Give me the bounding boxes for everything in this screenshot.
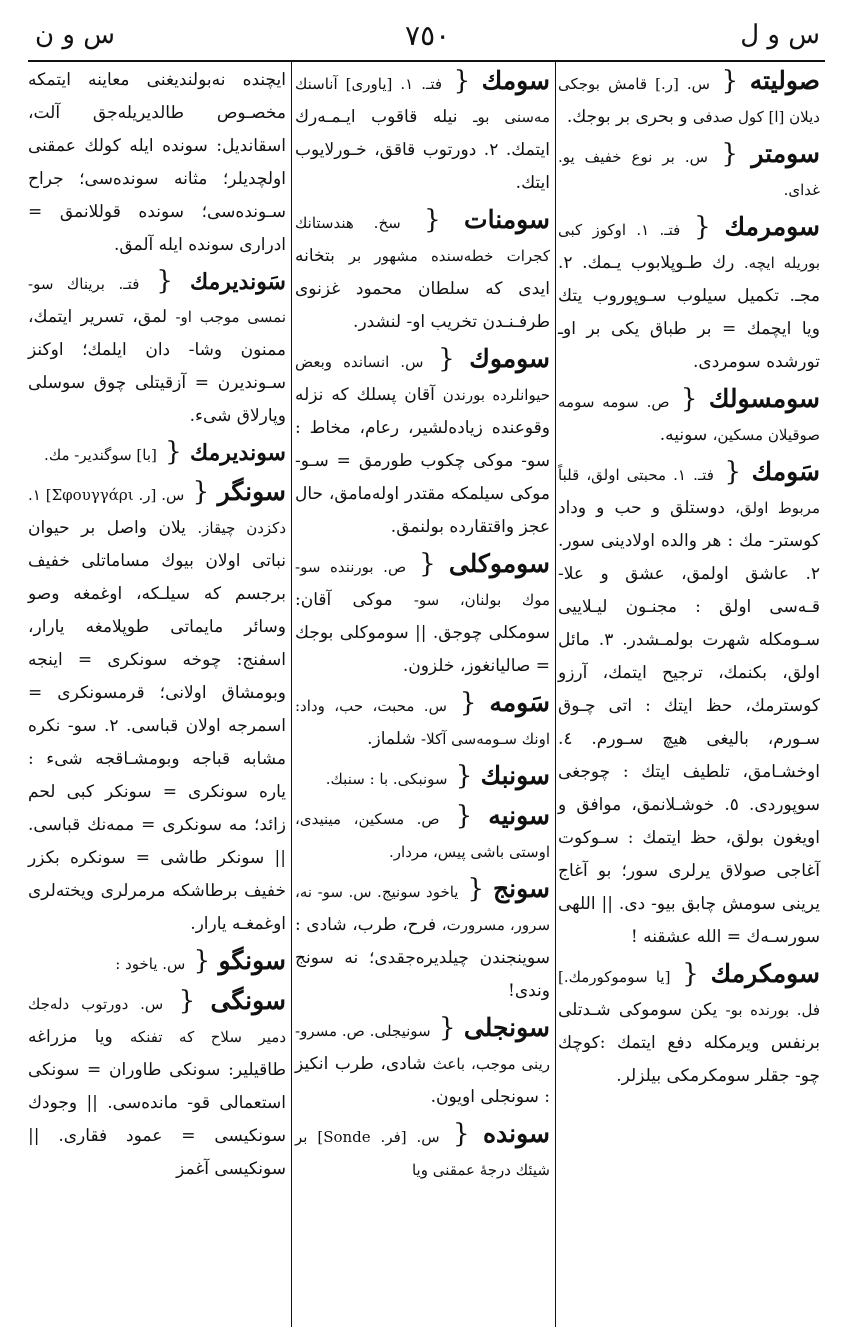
column-divider [555,62,556,1327]
entry-headword: سونده [482,1119,550,1148]
dictionary-entry [558,210,820,379]
entry-headword: سَومه [489,688,550,717]
entry-headword: سوندیرمك [189,440,286,466]
page-header [35,14,820,56]
entry-definition: آقان پسلك که نزله وقوعنده زیاده‌لشیر، رعام، مخاط : سو- موکی چکوب طورمق = سـو- موکی سیلمکه مقتدر اوله‌مامق، حال عجز واقتقارده بولنمق. [295,385,550,537]
entry-gloss: یاخود سونیج. س. سو- نه، سرور، مسرورت، [295,883,551,934]
entry-definition: ایچنده نه‌بولندیغنی معاینه ایتمکه مخصـوص طالدیریله‌جق آلت، اسقاندیل: سونده ایله کولك عمقنی اولچدیلر؛ مثانه سونده‌سی؛ جراح سـونده‌سی؛ سونده قوللانمق = ادراری سونده ایله آلمق. [28,70,286,255]
brace: { [447,761,481,791]
brace: { [184,477,218,507]
entry-definition: و بحری بر بوجك. [566,107,688,127]
brace: { [163,986,211,1016]
entry-gloss: س. محبت، حب، وداد: اونك سـومه‌سی آکلا- [295,697,550,748]
header-rule [28,60,825,62]
entry-gloss: [با] سوگندیر- مك. [44,446,157,464]
dictionary-entry [295,64,550,200]
dictionary-entry [558,137,820,207]
entry-gloss: ص. مسکین، مینیدی، اوستی باشی پیس، مردار. [295,810,550,861]
entry-headword: سونج [493,874,550,903]
brace: { [442,66,482,96]
brace: { [430,1013,464,1043]
entry-gloss: س. یاخود : [115,955,186,973]
entry-definition: شادی، طرب انکیز : سونجلی اویون. [295,1054,550,1107]
entry-gloss: س. [ر.] قامش بوجکی دیلان [ا] کول صدفی [558,75,820,126]
entry-definition: ویا مزراغه طاقیلیر: سونکی طاوران = سونکی استعمالی قو- مانده‌سی. || وجودك سونکیسی = عمود فقاری. || سونکیسی آغمز [28,1027,286,1179]
entry-gloss: سونبکی. با : سنبك. [325,770,448,788]
entry-gloss: فتـ. ١. محبتی اولق، قلباً مربوط اولق، [558,466,820,517]
entry-headword: سومنات [464,205,550,234]
dictionary-entry [295,686,550,756]
entry-definition: لمق، تسریر ایتمك، ممنون وشا- دان ایلمك؛ اوکنز سـوندیرن = آزقیتلی چوق سوسلی وپارلاق شیء. [28,307,286,426]
dictionary-entry [558,957,820,1093]
dictionary-entry [295,1117,550,1187]
brace: { [670,959,711,989]
entry-headword: سَوندیرمك [189,269,286,295]
brace: { [139,266,190,296]
dictionary-entry [28,944,286,981]
column-divider [291,62,292,1327]
dictionary-entry [295,1011,550,1114]
entry-definition: دوستلق و حب و وداد کوستر- مك : هر والده اولادینی سور. ٢. عاشق اولمق، عشق و علا- قـه‌سی اولق : مجنـون لیـلاییی سـومکله شهرت بولمـشدر. ٣. مائل اولق، بکنمك، ترجیح ایتمك، آرزو کوسترمك، حظ ایتك : اتی چـوق سـورم، بالیغی هیچ سـورم. ٤. اوخشـامق، تلطیف ایتك : چوجغی سوپوردی. ٥. خوشـلانمق، موافق و اویغون بولق، حظ ایتمك : سـوکوت آغاجی صولاق یرلری سور؛ بو آغاج یرینی سومش چابق بیو- دی. || اللهی سورسـه‌ك = الله عشقنه ! [558,498,821,947]
dictionary-entry [295,342,550,544]
entry-headword: سونگو [218,946,286,975]
brace: { [707,139,752,169]
entry-headword: سونبك [480,761,550,790]
column-left [28,64,286,1189]
entry-gloss: سونیجلی. ص. مسرو- رینی موجب، باعث [295,1022,550,1073]
entry-gloss: ص. سومه سومه صوقیلان مسکین، [558,393,820,444]
entry-gloss: س. [ر. Σφουγγάρι] ١. دکزدن چیقاز. [28,486,287,537]
entry-headword: سونجلی [463,1013,550,1042]
brace: { [458,874,494,904]
dictionary-entry [295,872,550,1008]
brace: { [406,549,449,579]
entry-headword: سوموك [469,344,550,373]
entry-headword: سونگی [210,986,286,1015]
entry-definition: شلماز. [367,729,416,749]
dictionary-entry [558,382,820,452]
entry-headword: صولیته [749,66,820,95]
dictionary-entry [295,759,550,796]
entry-headword: سوموکلی [448,549,550,578]
page-number: ٧٥٠ [405,18,451,52]
dictionary-entry [28,475,286,941]
column-right [558,64,820,1096]
column-middle [295,64,550,1190]
brace: { [713,457,752,487]
brace: { [439,1119,483,1149]
entry-definition: موکی آقان: سومکلی چوجق. || سوموکلی بوجك = صالیانغوز، خلزون. [295,590,550,676]
dictionary-entry [28,984,286,1186]
brace: { [439,801,489,831]
entry-gloss: س. انسانده وبعض حیوانلرده بورندن [295,353,550,404]
entry-gloss: [یا سوموکورمك.] فل. بورنده بو- [558,968,820,1019]
dictionary-entry [28,436,286,472]
entry-headword: سونیه [488,801,551,830]
entry-headword: سومرمك [724,212,820,241]
dictionary-entry [295,547,550,683]
brace: { [423,344,470,374]
dictionary-entry [558,64,820,134]
brace: { [446,688,490,718]
dictionary-entry [28,64,286,262]
dictionary-entry [558,455,820,954]
dictionary-entry [28,265,286,433]
brace: { [709,66,750,96]
entry-gloss: فتـ. بریناك سو- نمسی موجب او- [28,275,286,326]
brace: { [400,205,465,235]
entry-headword: سَومك [751,457,820,486]
entry-gloss: س. بر نوع خفیف یو. غدای. [558,148,820,199]
entry-gloss: فتـ. ١. [یاوری] آناسنك مه‌سنی بوـ [295,75,550,126]
entry-headword: سونگر [217,477,286,506]
entry-gloss: س. [فر. Sonde] بر شیئك درجۀ عمقنی ویا [295,1128,550,1179]
entry-gloss: س. دورتوب دله‌جك دمیر سلاح که تفنکه [28,995,286,1046]
entry-headword: سومسولك [708,384,821,413]
entry-definition: یلان واصل بر حیوان نباتی اولان بیوك مساماتلی خفیف برجسم که سیلـکه، اوغمغه وصو وسائر مایماتی طوپلامغه یارار، اسفنج: چوخه سونکری = اینجه وبومشاق اولانی؛ قرمسونکری = اسمرجه اولان قباسی. ٢. سو- نکره مشابه قباجه وبومشـاقجه شیء : یاره سونکری = سونکر کبی لحم زائد؛ مه سونکری = ممه‌نك قباسی. || سونکر طاشی = سونکره بکزر خفیف برطاشکه مرمرلری ویخته‌لری اوغمغـه یارار. [28,518,286,934]
entry-definition: بتخانه ایدی که سلطان محمود غزنوی طرفـنـدن تخریب او- لنشدر. [295,246,550,332]
brace: { [185,946,219,976]
entry-gloss: سخ. هندستانك کجرات خطه‌سنده مشهور بر [295,214,550,265]
brace: { [669,384,709,414]
dictionary-entry [295,799,550,869]
brace: { [680,212,725,242]
entry-definition: یکن سوموکی شـدتلی برنفس ویرمکله دفع ایتمك :کوچك چو- جقلر سومکرمکی بیلزلر. [558,1000,820,1086]
entry-definition: نیله قاقوب ایـمـه‌رك ایتمك. ٢. دورتوب قاقق، خـورلایوب ایتك. [295,107,550,193]
entry-gloss: ص. بورننده سو- موك بولنان، سو- [295,558,551,609]
entry-headword: سومکرمك [710,959,820,988]
brace: { [156,437,190,467]
entry-headword: سومك [481,66,550,95]
header-letters-left: س و ن [35,20,115,50]
entry-headword: سومتر [751,139,820,168]
entry-definition: فرح، طرب، شادی : سوینجندن چیلدیره‌جقدی؛ نه سونج وندی! [295,915,550,1001]
dictionary-entry [295,203,550,339]
entry-gloss: فتـ. ١. اوکوز کبی بوریله ایچه. [558,221,820,272]
entry-definition: سونیه. [659,425,708,445]
header-letters-right: س و ل [740,20,820,50]
entry-definition: رك طـوپلابوب یـمك. ٢. مجـ. تکمیل سیلوب سـوپوروب یتك ویا ایچمك = بر طباق یکی بر اوـ تورشده سومردی. [558,253,820,372]
